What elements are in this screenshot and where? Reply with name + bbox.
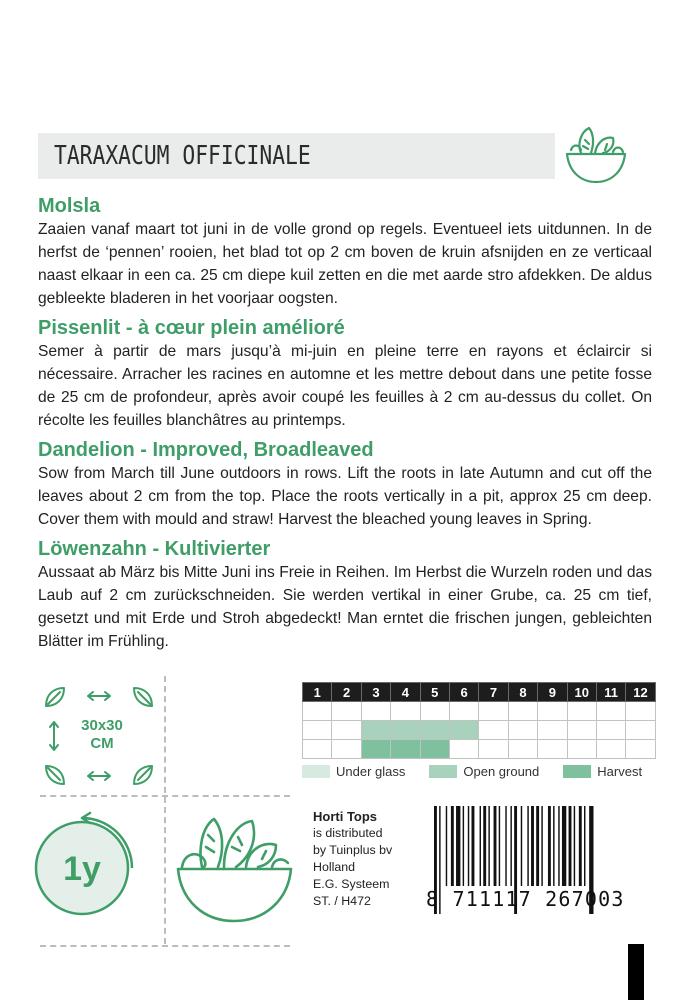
salad-bowl-icon bbox=[172, 805, 297, 930]
barcode-bar bbox=[527, 806, 528, 886]
month-cell: 5 bbox=[420, 683, 449, 702]
barcode-number: 8 711117 267003 bbox=[426, 887, 625, 911]
distributor-line: ST. / H472 bbox=[313, 894, 371, 908]
barcode-bar bbox=[558, 806, 559, 886]
month-cell: 7 bbox=[479, 683, 508, 702]
section-text: Sow from March till June outdoors in rows. Lift the roots in late Autumn and cut off the leaves about 2 cm from the top. Place the roots vertically in a pit, approx 25 cm deep. Cover them with mould and straw! Harvest the bleached young leaves in Spring. bbox=[38, 465, 652, 528]
divider bbox=[40, 945, 290, 947]
section-german bbox=[38, 537, 652, 653]
section-text: Zaaien vanaf maart tot juni in de volle grond op regels. Eventueel iets uitdunnen. In de herfst de ‘pennen’ rooien, het blad tot op 2 cm boven de kruin afsnijden en ze verticaal naast elkaar in een ca. 25 cm diepe kuil zetten en die met aarde stro afdekken. De aldus gebleekte bladeren in het voorjaar oogsten. bbox=[38, 221, 652, 307]
registration-mark bbox=[628, 944, 644, 1000]
barcode-bar bbox=[569, 806, 572, 886]
month-cell: 10 bbox=[567, 683, 596, 702]
legend-open-ground bbox=[429, 764, 539, 779]
legend-label: Under glass bbox=[336, 764, 406, 779]
barcode-bar bbox=[510, 806, 511, 886]
barcode-bar bbox=[468, 806, 469, 886]
divider bbox=[164, 676, 166, 944]
species-title: TARAXACUM OFFICINALE bbox=[54, 141, 311, 171]
barcode-bar bbox=[584, 806, 585, 886]
brand-name: Horti Tops bbox=[313, 809, 378, 824]
section-french bbox=[38, 316, 652, 432]
barcode-bar bbox=[456, 806, 460, 886]
calendar-row-harvest bbox=[303, 740, 656, 759]
distributor-line: Holland bbox=[313, 860, 356, 874]
month-cell: 12 bbox=[626, 683, 655, 702]
legend-under-glass bbox=[302, 764, 405, 779]
month-cell: 3 bbox=[361, 683, 390, 702]
calendar-months bbox=[303, 683, 656, 702]
section-heading: Molsla bbox=[38, 195, 101, 217]
barcode-bar bbox=[463, 806, 464, 886]
section-heading: Pissenlit - à cœur plein amélioré bbox=[38, 317, 345, 339]
barcode-bar bbox=[521, 806, 522, 886]
plant-spacing-icon bbox=[40, 682, 158, 790]
barcode-bar bbox=[472, 806, 475, 886]
barcode-bar bbox=[553, 806, 554, 886]
instructions bbox=[38, 194, 652, 659]
section-text: Semer à partir de mars jusqu’à mi-juin en pleine terre en rayons et éclaircir si nécessaire. Arracher les racines en automne et les mettre debout dans une petite fosse de 25 cm de profondeur, après avoir coupé les feuilles à 2 cm au-dessus du collet. On récolte les feuilles blanchâtres au printemps. bbox=[38, 343, 652, 429]
barcode-bar bbox=[505, 806, 506, 886]
month-cell: 6 bbox=[449, 683, 478, 702]
distributor-info bbox=[313, 808, 392, 910]
barcode-bar bbox=[480, 806, 481, 886]
section-heading: Dandelion - Improved, Broadleaved bbox=[38, 439, 374, 461]
calendar-row-open-ground bbox=[303, 721, 656, 740]
legend-swatch bbox=[563, 765, 591, 778]
legend-label: Open ground bbox=[463, 764, 540, 779]
barcode-bar bbox=[494, 806, 497, 886]
barcode-bar bbox=[531, 806, 534, 886]
barcode-bar bbox=[536, 806, 539, 886]
barcode-bar bbox=[499, 806, 500, 886]
barcode-bar bbox=[548, 806, 551, 886]
barcode-bar bbox=[574, 806, 575, 886]
barcode-bar bbox=[488, 806, 489, 886]
title-band bbox=[38, 133, 555, 179]
spacing-value: 30x30 bbox=[81, 717, 123, 734]
barcode-bar bbox=[541, 806, 542, 886]
distributor-line: E.G. Systeem bbox=[313, 877, 390, 891]
barcode-bar bbox=[446, 806, 447, 886]
calendar-row-under-glass bbox=[303, 702, 656, 721]
legend-label: Harvest bbox=[597, 764, 643, 779]
section-english bbox=[38, 438, 652, 531]
barcode-bar bbox=[483, 806, 486, 886]
divider bbox=[40, 795, 290, 797]
distributor-line: is distributed bbox=[313, 826, 383, 840]
month-cell: 8 bbox=[508, 683, 537, 702]
sowing-calendar bbox=[302, 682, 656, 759]
section-dutch bbox=[38, 194, 652, 310]
spacing-unit: CM bbox=[90, 735, 114, 752]
barcode-bar bbox=[562, 806, 566, 886]
legend-swatch bbox=[429, 765, 457, 778]
legend-swatch bbox=[302, 765, 330, 778]
annual-cycle-icon bbox=[18, 800, 158, 940]
calendar-legend bbox=[302, 764, 666, 779]
section-text: Aussaat ab März bis Mitte Juni ins Freie in Reihen. Im Herbst die Wurzeln roden und das Laub auf 2 cm zurückschneiden. Sie werden vertikal in einer Grube, ca. 25 cm tief, gesetzt und mit Erde und Stroh abgedeckt! Man erntet die frischen jungen, gebleichten Blätter im Frühling. bbox=[38, 564, 652, 650]
month-cell: 9 bbox=[538, 683, 567, 702]
month-cell: 4 bbox=[391, 683, 420, 702]
section-heading: Löwenzahn - Kultivierter bbox=[38, 538, 271, 560]
salad-bowl-icon bbox=[561, 120, 631, 190]
month-cell: 11 bbox=[596, 683, 625, 702]
cycle-label: 1y bbox=[63, 850, 101, 888]
barcode-bar bbox=[451, 806, 454, 886]
barcode-bar bbox=[579, 806, 582, 886]
legend-harvest bbox=[563, 764, 642, 779]
month-cell: 1 bbox=[303, 683, 332, 702]
distributor-line: by Tuinplus bv bbox=[313, 843, 393, 857]
month-cell: 2 bbox=[332, 683, 361, 702]
